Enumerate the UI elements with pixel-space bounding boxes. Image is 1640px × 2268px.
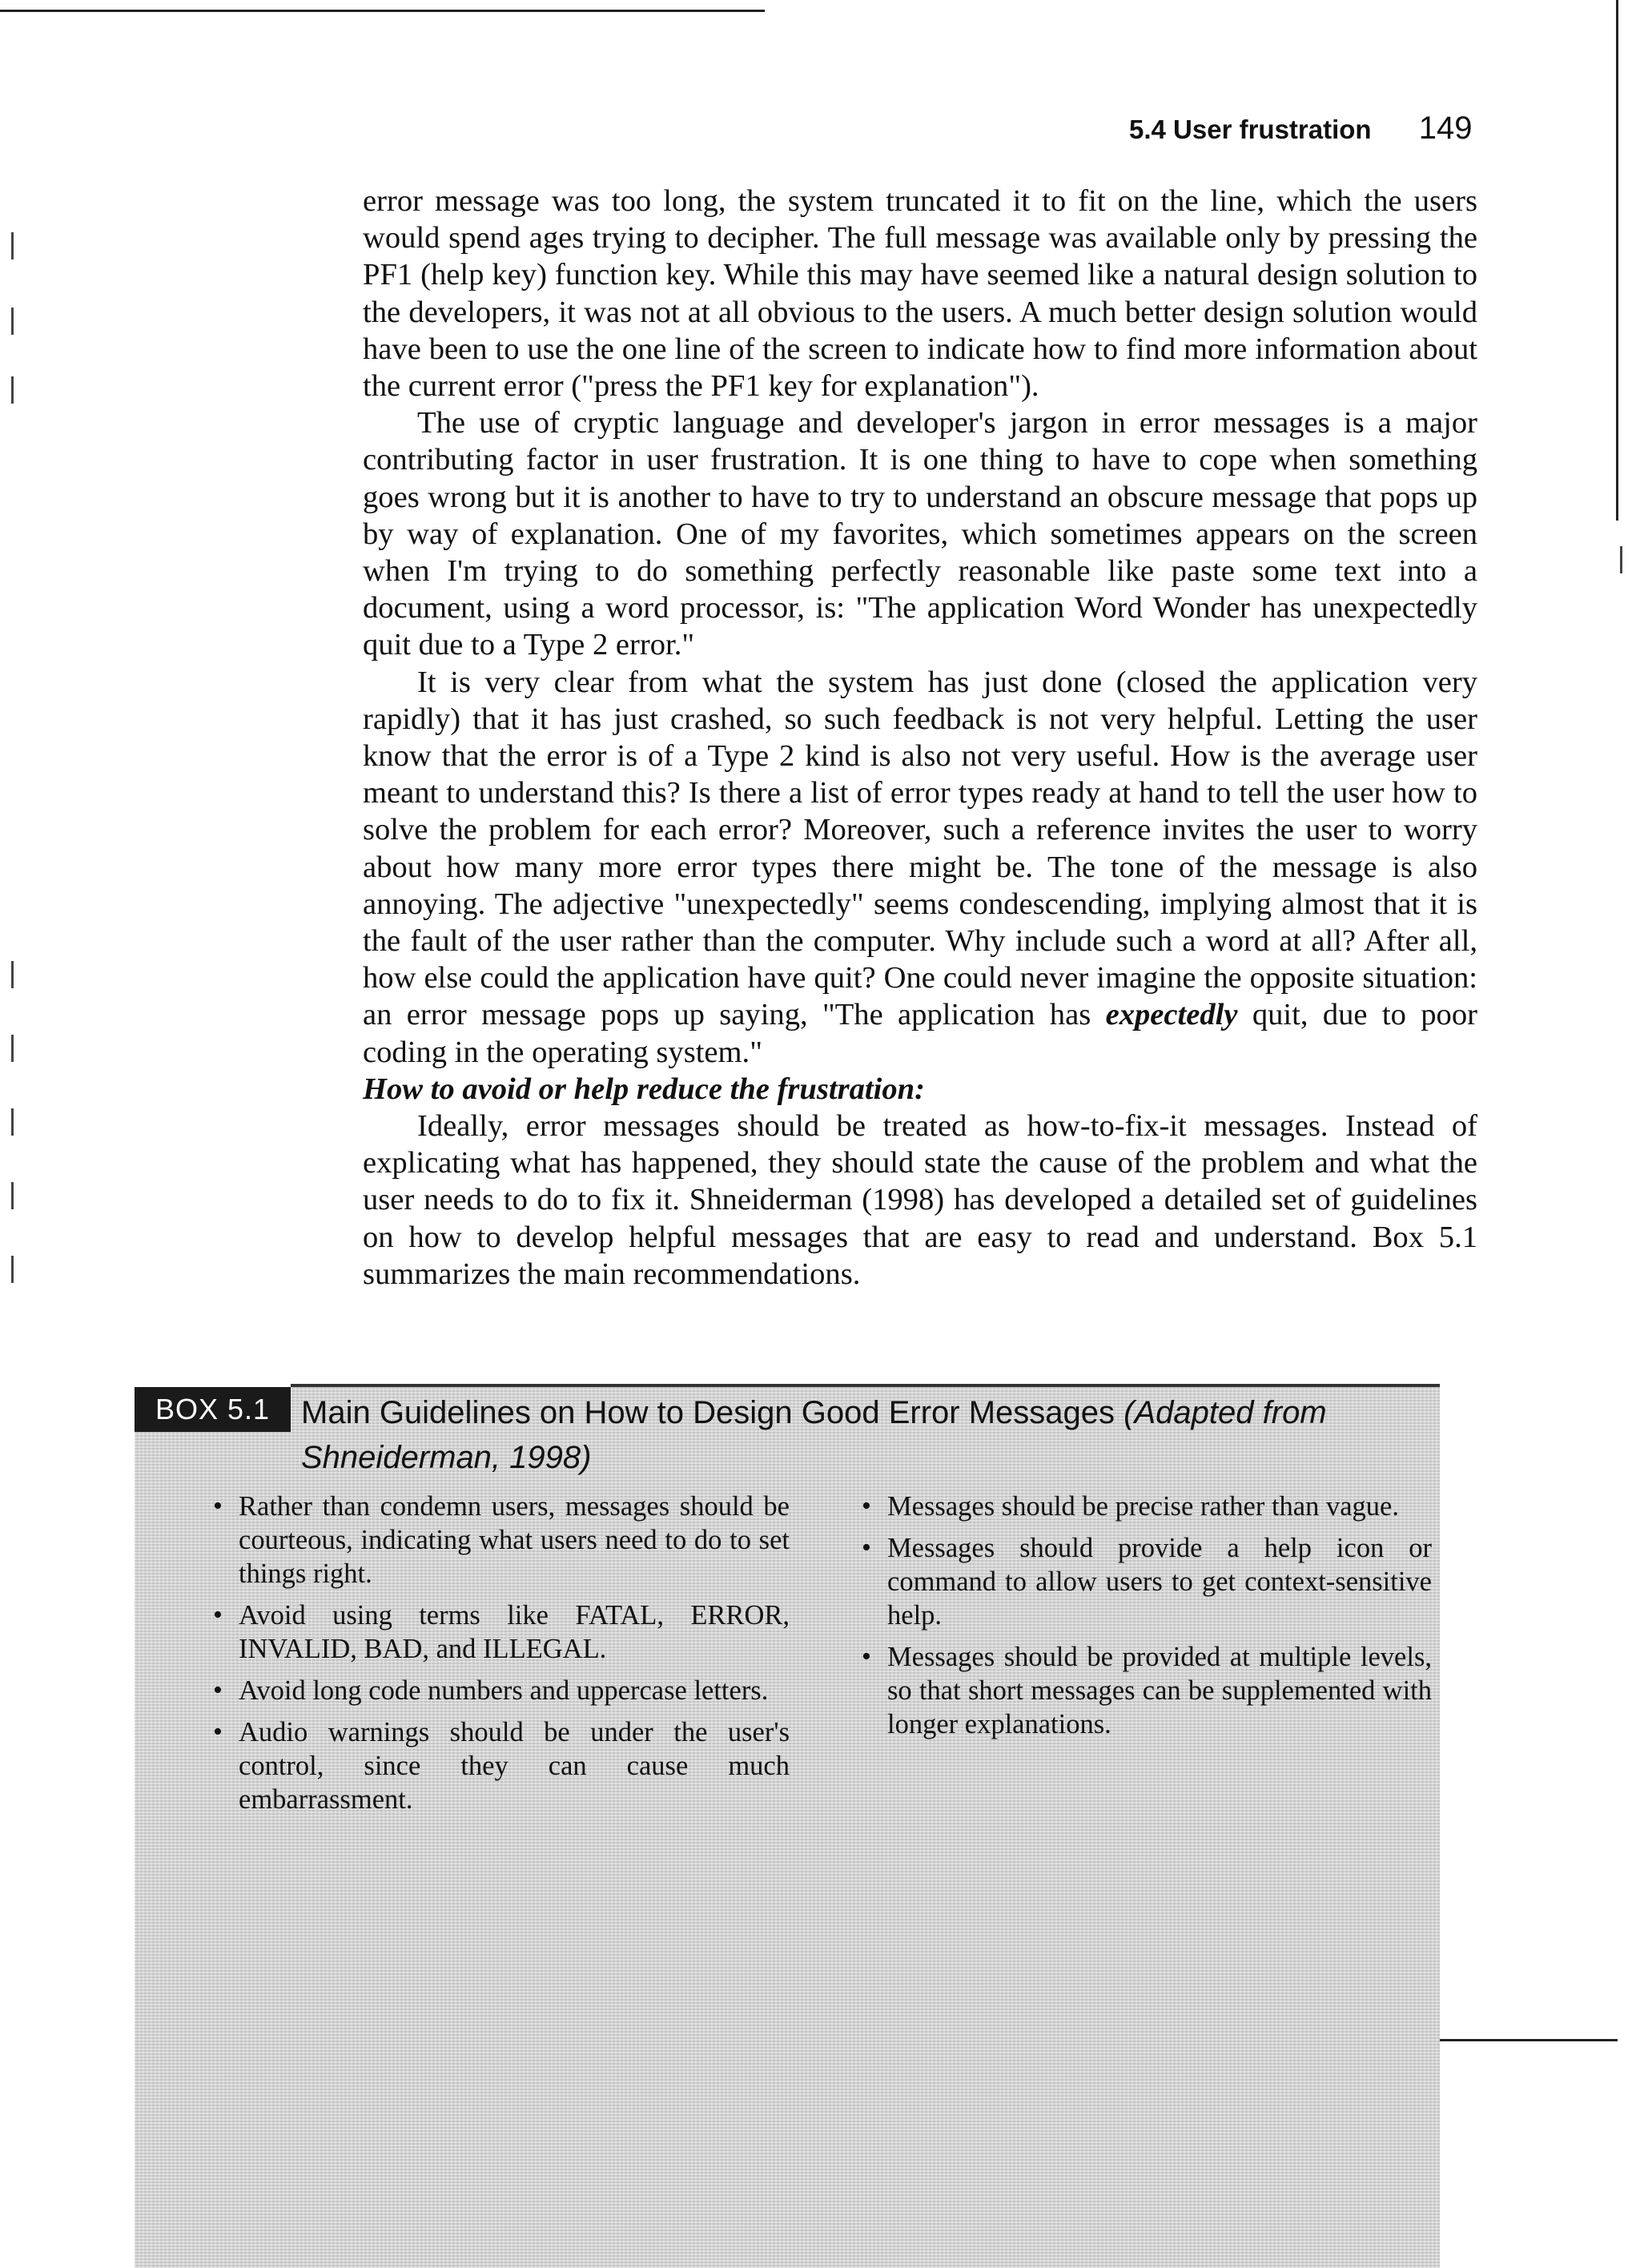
margin-mark bbox=[11, 308, 14, 335]
paragraph: The use of cryptic language and developer's jargon in error messages is a major contributing factor in user frustration. It is one thing to have to cope when something goes wrong but it is another to have to try to understand an obscure message that pops up by way of explanation. One of my favorites, which sometimes appears on the screen when I'm trying to do something perfectly reasonable like paste some text into a document, using a word processor, is: "The application Word Wonder has unexpectedly quit due to a Type 2 error." bbox=[363, 406, 1477, 662]
guideline-item: • Messages should be provided at multiple levels, so that short messages can be supplemented with longer explanations. bbox=[862, 1640, 1432, 1741]
guideline-item: • Avoid long code numbers and uppercase letters. bbox=[213, 1674, 790, 1707]
paragraph-text: quit, due to poor coding in the operating system." bbox=[363, 998, 1477, 1069]
guideline-item: • Avoid using terms like FATAL, ERROR, INVALID, BAD, and ILLEGAL. bbox=[213, 1598, 790, 1666]
margin-mark bbox=[11, 1256, 14, 1283]
box-title-rule bbox=[291, 1384, 1440, 1387]
subheading: How to avoid or help reduce the frustration: bbox=[363, 1072, 925, 1106]
box-left-column bbox=[213, 1490, 790, 1824]
page-number: 149 bbox=[1418, 111, 1473, 146]
box-title-source: (Adapted from Shneiderman, 1998) bbox=[301, 1395, 1327, 1475]
guideline-item: • Messages should be precise rather than vague. bbox=[862, 1490, 1432, 1523]
margin-mark bbox=[11, 1182, 14, 1209]
top-rule bbox=[0, 10, 765, 12]
box-label: BOX 5.1 bbox=[135, 1387, 291, 1432]
emphasis-text: expectedly bbox=[1105, 998, 1238, 1032]
box-right-column bbox=[862, 1490, 1432, 1749]
box-title bbox=[301, 1390, 1422, 1480]
margin-mark bbox=[11, 961, 14, 988]
paragraph-text: It is very clear from what the system has just done (closed the application very rapidly) that it has just crashed, so such feedback is not very helpful. Letting the user know that the error is of a Type 2 kind is also not very useful. How is the average user meant to understand this? Is there a list of error types ready at hand to tell the user how to solve the problem for each error? Moreover, such a reference invites the user to worry about how many more error types there might be. The tone of the message is also annoying. The adjective "unexpectedly" seems condescending, implying almost that it is the fault of the user rather than the computer. Why include such a word at all? After all, how else could the application have quit? One could never imagine the opposite situation: an error message pops up saying, "The application has bbox=[363, 665, 1477, 1032]
paragraph bbox=[363, 664, 1477, 1071]
guideline-item: • Rather than condemn users, messages should be courteous, indicating what users need to do to set things right. bbox=[213, 1490, 790, 1590]
margin-mark bbox=[11, 376, 14, 404]
margin-mark bbox=[11, 232, 14, 259]
box-title-text: Main Guidelines on How to Design Good Error Messages bbox=[301, 1395, 1115, 1430]
section-title: 5.4 User frustration bbox=[1129, 115, 1372, 144]
paragraph: Ideally, error messages should be treated as how-to-fix-it messages. Instead of explicating what has happened, they should state the cause of the problem and what the user needs to do to fix it. Shneiderman (1998) has developed a detailed set of guidelines on how to develop helpful messages that are easy to read and understand. Box 5.1 summarizes the main recommendations. bbox=[363, 1109, 1477, 1291]
guidelines-box bbox=[135, 1379, 1440, 2266]
margin-mark bbox=[11, 1035, 14, 1062]
right-rule bbox=[1616, 0, 1618, 521]
guideline-item: • Messages should provide a help icon or command to allow users to get context-sensitive help. bbox=[862, 1531, 1432, 1632]
running-head bbox=[1129, 111, 1473, 147]
guideline-item: • Audio warnings should be under the user's control, since they can cause much embarrassment. bbox=[213, 1715, 790, 1816]
paragraph: error message was too long, the system truncated it to fit on the line, which the users would spend ages trying to decipher. The full message was available only by pressing the PF1 (help key) function key. While this may have seemed like a natural design solution to the developers, it was not at all obvious to the users. A much better design solution would have been to use the one line of the screen to indicate how to find more information about the current error ("press the PF1 key for explanation"). bbox=[363, 184, 1477, 404]
margin-mark bbox=[11, 1108, 14, 1136]
margin-mark bbox=[1620, 546, 1622, 573]
body-text bbox=[363, 183, 1477, 1293]
